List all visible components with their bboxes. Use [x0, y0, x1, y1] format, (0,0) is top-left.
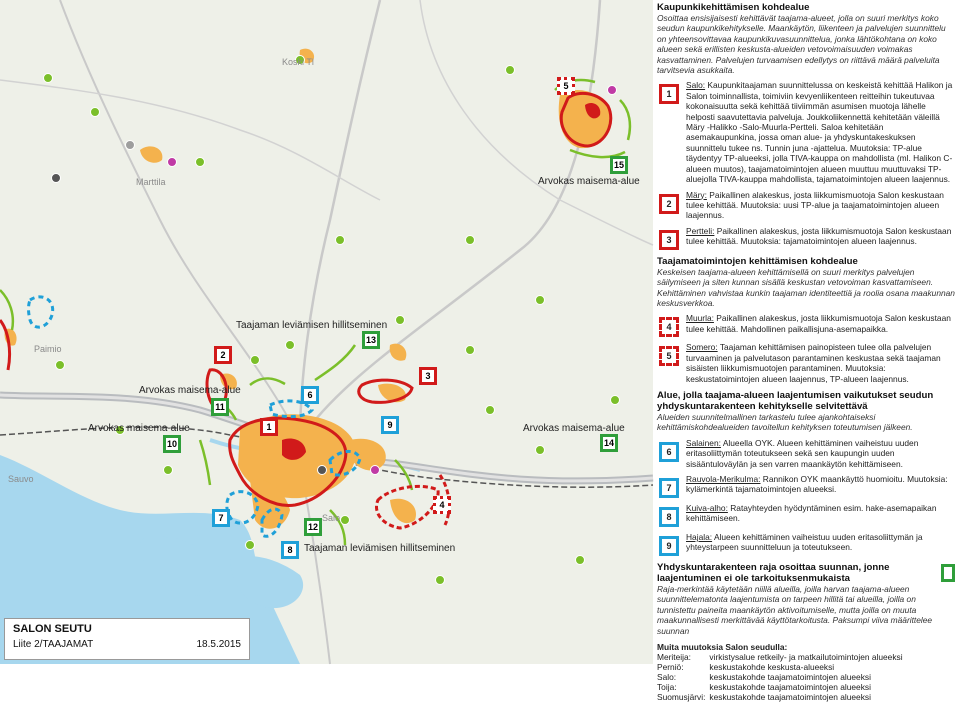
legend-badge-3: 3 — [659, 230, 679, 250]
legend-item-2 — [657, 190, 955, 221]
label-arvokas-w2: Arvokas maisema-alue — [88, 423, 190, 434]
table-row — [657, 662, 907, 672]
label-arvokas-ne: Arvokas maisema-alue — [538, 176, 640, 187]
legend-badge-2: 2 — [659, 194, 679, 214]
legend-item-3-name: Pertteli: — [686, 225, 715, 236]
marker-9[interactable]: 9 — [381, 416, 399, 434]
place-marttila: Marttila — [136, 177, 166, 187]
legend-section-3-title: Alue, jolla taajama-alueen laajentumisen vaikutukset seudun yhdyskuntarakenteen kehitykselle selvitettävä — [657, 389, 934, 412]
place-koski: Koski Tl — [282, 57, 314, 67]
legend-item-8-name: Kuiva-alho: — [686, 503, 728, 513]
legend-item-4-text: Paikallinen alakeskus, josta liikkumismuotoja Salon keskustaan tulee kehittää. Mahdollinen paikallisjuna-asemapaikka. — [686, 313, 951, 334]
other-place: Salo: — [657, 672, 677, 683]
marker-3[interactable]: 3 — [419, 367, 437, 385]
map-date: 18.5.2015 — [196, 639, 241, 650]
legend-badge-9: 9 — [659, 536, 679, 556]
legend-item-9 — [657, 532, 955, 556]
place-paimio: Paimio — [34, 344, 62, 354]
map-sheet-label: Liite 2/TAAJAMAT — [13, 639, 94, 650]
legend-item-1-text: Kaupunkitaajaman suunnittelussa on keskeistä kehittää Halikon ja Salon toiminnallista, toimiviin kevyenliikenteen reitteihin tukeutuvaa kokonaisuutta sekä kehittää tiiviimmän asumisen muotoja lähelle helposti saavutettavia palveluja. Joukkoliikennettä kehitetään väleillä Märy -Halikko -Salo-Muurla-Perttelі. Saloa kehitetään asemakaupunkina, jossa oman alue- ja yhdyskuntakeskuksen suunnittelu tukee ns. Tunnin juna -ajattelua. Muutoksia: TP-alue täydentyy TP-alueeksi, jolla TIVA-kauppa on mahdollista (ml. Halikon C-alueen muutos), taajamatoimintojen alueen muuttuu muuttuvaksi TP-aluejolla TIVA-kauppa mahdollista, tajamatoimintojen alueen laajennus. — [686, 80, 953, 185]
other-place: Meriteija: — [657, 652, 691, 663]
legend-badge-8: 8 — [659, 507, 679, 527]
map-region-title: SALON SEUTU — [13, 623, 92, 635]
marker-12[interactable]: 12 — [304, 518, 322, 536]
legend-green-box-icon — [941, 564, 955, 582]
legend-item-7 — [657, 474, 955, 498]
other-text: keskustakohde taajamatoimintojen alueeksi — [709, 682, 871, 693]
label-hillitseminen-bottom: Taajaman leviämisen hillitseminen — [304, 543, 456, 554]
legend-badge-6: 6 — [659, 442, 679, 462]
legend-item-3 — [657, 226, 955, 250]
legend-item-8 — [657, 503, 955, 527]
legend-section-3-desc: Alueiden suunnitelmallinen tarkastelu tulee ajankohtaiseksi kehittämiskohdealueiden tavoitellun kehityksen toteutumisen jälkeen. — [657, 411, 913, 433]
legend-item-9-name: Hajala: — [686, 532, 713, 542]
legend-item-1 — [657, 80, 955, 184]
legend-item-1-name: Salo: — [686, 80, 706, 91]
marker-14[interactable]: 14 — [600, 434, 618, 452]
table-row — [657, 682, 907, 692]
table-row — [657, 652, 907, 662]
legend-item-5-name: Somero: — [686, 342, 718, 353]
other-text: virkistysalue retkeily- ja matkailutoimintojen alueeksi — [709, 652, 903, 663]
legend-item-8-text: Ratayhteyden hyödyntäminen esim. hake-asemapaikan kehittämiseen. — [686, 503, 937, 524]
legend-section-1-title: Kaupunkikehittämisen kohdealue — [657, 2, 810, 13]
marker-6[interactable]: 6 — [301, 386, 319, 404]
other-place: Toija: — [657, 682, 677, 693]
marker-1[interactable]: 1 — [260, 418, 278, 436]
legend-other-changes-title: Muita muutoksia Salon seudulla: — [657, 642, 788, 653]
legend-badge-1: 1 — [659, 84, 679, 104]
legend-section-2-title: Taajamatoimintojen kehittämisen kohdealue — [657, 255, 858, 267]
legend-section-1-desc: Osoittaa ensisijaisesti kehittävät taajama-alueet, jolla on suuri merkitys koko seudun kaupunkikehitykselle. Maankäytön, liikenteen ja palvelujen suunnittelu on yhteensovittavaa kaupunkikuvasuunnittelua, jonka lähtökohtana on koko alueen sekä erillisten keskusta-alueiden vetovoimaisuuden voimakas kasvattaminen. Palvelujen turvaamisen edellytys on riittävä määrä palveluita tarvitsevia asukkaita. — [657, 13, 946, 76]
legend-badge-7: 7 — [659, 478, 679, 498]
legend-badge-5: 5 — [659, 346, 679, 366]
marker-2[interactable]: 2 — [214, 346, 232, 364]
legend-item-9-text: Alueen kehittäminen vaiheistuu uuden eritasoliittymän ja yhteystarpeen suunnitteluun ja toteutukseen. — [686, 532, 923, 553]
place-salo: Salo — [322, 513, 341, 523]
other-text: keskustakohde taajamatoimintojen alueeksi — [709, 692, 871, 702]
marker-11[interactable]: 11 — [211, 398, 229, 416]
legend-section-4-title: Yhdyskuntarakenteen raja osoittaa suunnan, jonne laajentuminen ei ole tarkoituksenmukaista — [657, 562, 890, 584]
legend-item-5 — [657, 342, 955, 384]
legend-panel — [655, 0, 959, 702]
legend-item-7-name: Rauvola-Merikulma: — [686, 474, 761, 484]
place-sauvo: Sauvo — [8, 474, 34, 484]
legend-section-2-desc: Keskeisen taajama-alueen kehittämisellä on suuri merkitys palvelujen säilymiseen ja siten kunnan sisällä keskustan vetovoiman kasvattamiseen. Kehittäminen vahvistaa kunkin taajaman identiteettiä ja roolia osana maakunnan keskusverkkoa. — [657, 266, 955, 308]
label-arvokas-w1: Arvokas maisema-alue — [139, 385, 241, 396]
marker-7[interactable]: 7 — [212, 509, 230, 527]
table-row — [657, 692, 907, 702]
legend-item-4-name: Muurla: — [686, 313, 714, 324]
other-text: keskustakohde taajamatoimintojen alueeksi — [709, 672, 871, 683]
other-place: Suomusjärvi: — [657, 692, 706, 702]
legend-item-7-text: Rannikon OYK maankäyttö huomioitu. Muutoksia: kylämerkintä tajamatoimintojen alueeksi. — [686, 474, 948, 495]
marker-4[interactable]: 4 — [433, 496, 451, 514]
other-text: keskustakohde keskusta-alueeksi — [709, 662, 835, 673]
legend-item-6-name: Salainen: — [686, 437, 721, 448]
map-title-box — [4, 618, 250, 660]
legend-section-4-desc: Raja-merkintää käytetään niillä alueilla, joilla harvan taajama-alueen suunnittelematonta laajentumista on tarpeen hillitä tai alueilla, joilla on tunnistettu paineita maankäytön aktivoitumiselle, mutta joilla on muuta maakunnallisesti merkittävää käyttötarkoitusta. Paksumpi viiva määrittelee suunnan — [657, 584, 933, 636]
legend-badge-4: 4 — [659, 317, 679, 337]
legend-item-2-text: Paikallinen alakeskus, josta liikkumismuotoja Salon keskustaan tulee kehittää. Muutoksia: uusi TP-alue ja taajamatoimintojen alueen laajennus. — [686, 189, 944, 221]
legend-item-5-text: Taajaman kehittämisen painopisteen tulee olla palvelujen turvaaminen ja palvelutason parantaminen keskustaa sekä taajaman sisäisten liikkumismuotojen parantaminen. Muutoksia: keskustatoimintojen alueen laajennus, TP-alueen laajennus. — [686, 342, 941, 384]
marker-10[interactable]: 10 — [163, 435, 181, 453]
legend-item-2-name: Märy: — [686, 189, 707, 200]
marker-5[interactable]: 5 — [557, 77, 575, 95]
marker-8[interactable]: 8 — [281, 541, 299, 559]
marker-15[interactable]: 15 — [610, 156, 628, 174]
legend-item-6 — [657, 438, 955, 469]
other-place: Perniö: — [657, 662, 684, 673]
legend-item-6-text: Alueella OYK. Alueen kehittäminen vaiheistuu uuden eritasoliittymän toteutukseen sekä sen kaupungin uuden sisääntuloväylän ja sen varren maankäytön kehittämiseen. — [686, 437, 919, 469]
marker-13[interactable]: 13 — [362, 331, 380, 349]
label-arvokas-e: Arvokas maisema-alue — [523, 423, 625, 434]
table-row — [657, 672, 907, 682]
legend-other-changes — [657, 642, 955, 702]
legend-item-4 — [657, 313, 955, 337]
legend-item-3-text: Paikallinen alakeskus, josta liikkumismuotoja Salon keskustaan tulee kehittää. Muutoksia: tajamatoimintojen alueen laajennus. — [686, 225, 952, 247]
label-hillitseminen-top: Taajaman leviämisen hillitseminen — [236, 320, 388, 331]
